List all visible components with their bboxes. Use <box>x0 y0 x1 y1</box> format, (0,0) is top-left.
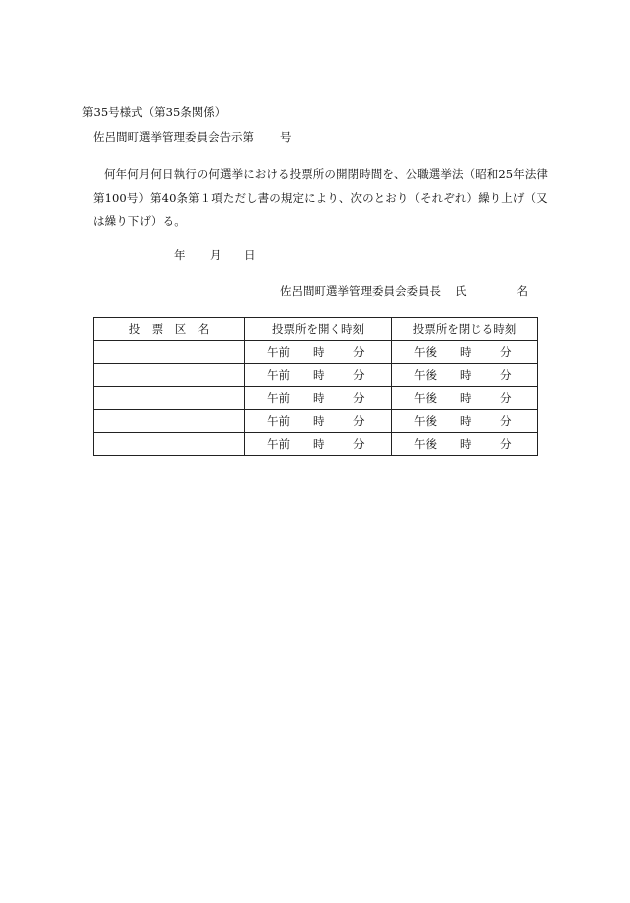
signature-title: 佐呂間町選挙管理委員会委員長 <box>280 284 441 298</box>
polling-hours-table <box>93 317 538 456</box>
open-period-label: 午前 <box>267 368 290 382</box>
date-year: 年 <box>174 248 186 262</box>
date-day: 日 <box>244 248 256 262</box>
minute-label: 分 <box>500 345 512 359</box>
open-period-label: 午前 <box>267 437 290 451</box>
hour-label: 時 <box>460 368 472 382</box>
close-time-cell <box>392 410 538 433</box>
minute-label: 分 <box>500 368 512 382</box>
district-cell <box>94 387 245 410</box>
open-period-label: 午前 <box>267 391 290 405</box>
minute-label: 分 <box>353 437 365 451</box>
close-time-cell <box>392 387 538 410</box>
form-number: 第35号様式（第35条関係） <box>82 105 227 119</box>
signature-shi: 氏 <box>455 284 467 298</box>
open-time-cell <box>245 433 392 456</box>
hour-label: 時 <box>460 391 472 405</box>
close-time-cell <box>392 341 538 364</box>
notice-number-prefix: 佐呂間町選挙管理委員会告示第 <box>93 130 254 144</box>
hour-label: 時 <box>460 414 472 428</box>
date-line <box>174 247 256 263</box>
close-time-cell <box>392 433 538 456</box>
hour-label: 時 <box>460 345 472 359</box>
header-close-time: 投票所を閉じる時刻 <box>392 318 538 341</box>
table-row <box>94 341 538 364</box>
minute-label: 分 <box>353 368 365 382</box>
hour-label: 時 <box>313 391 325 405</box>
close-period-label: 午後 <box>414 437 437 451</box>
notice-body <box>93 163 549 234</box>
body-line: は繰り下げ）る。 <box>93 214 186 228</box>
open-time-cell <box>245 410 392 433</box>
minute-label: 分 <box>500 437 512 451</box>
table-row <box>94 433 538 456</box>
minute-label: 分 <box>353 345 365 359</box>
open-period-label: 午前 <box>267 414 290 428</box>
minute-label: 分 <box>353 414 365 428</box>
table-row <box>94 364 538 387</box>
table-row <box>94 410 538 433</box>
minute-label: 分 <box>500 391 512 405</box>
close-period-label: 午後 <box>414 391 437 405</box>
minute-label: 分 <box>353 391 365 405</box>
district-cell <box>94 341 245 364</box>
close-period-label: 午後 <box>414 414 437 428</box>
close-time-cell <box>392 364 538 387</box>
open-period-label: 午前 <box>267 345 290 359</box>
hour-label: 時 <box>460 437 472 451</box>
hour-label: 時 <box>313 368 325 382</box>
hour-label: 時 <box>313 345 325 359</box>
body-line: 第100号）第40条第１項ただし書の規定により、次のとおり（それぞれ）繰り上げ（又 <box>93 190 548 205</box>
table-header-row <box>94 318 538 341</box>
date-month: 月 <box>210 248 222 262</box>
open-time-cell <box>245 387 392 410</box>
district-cell <box>94 410 245 433</box>
signature-mei: 名 <box>516 284 528 298</box>
minute-label: 分 <box>500 414 512 428</box>
notice-number <box>93 129 292 145</box>
open-time-cell <box>245 364 392 387</box>
open-time-cell <box>245 341 392 364</box>
close-period-label: 午後 <box>414 368 437 382</box>
header-open-time: 投票所を開く時刻 <box>245 318 392 341</box>
table-row <box>94 387 538 410</box>
hour-label: 時 <box>313 437 325 451</box>
district-cell <box>94 433 245 456</box>
hour-label: 時 <box>313 414 325 428</box>
close-period-label: 午後 <box>414 345 437 359</box>
header-district: 投 票 区 名 <box>94 318 245 341</box>
notice-number-suffix: 号 <box>280 130 292 144</box>
district-cell <box>94 364 245 387</box>
body-line: 何年何月何日執行の何選挙における投票所の開閉時間を、公職選挙法（昭和25年法律 <box>104 167 549 181</box>
signature-line <box>280 283 528 299</box>
